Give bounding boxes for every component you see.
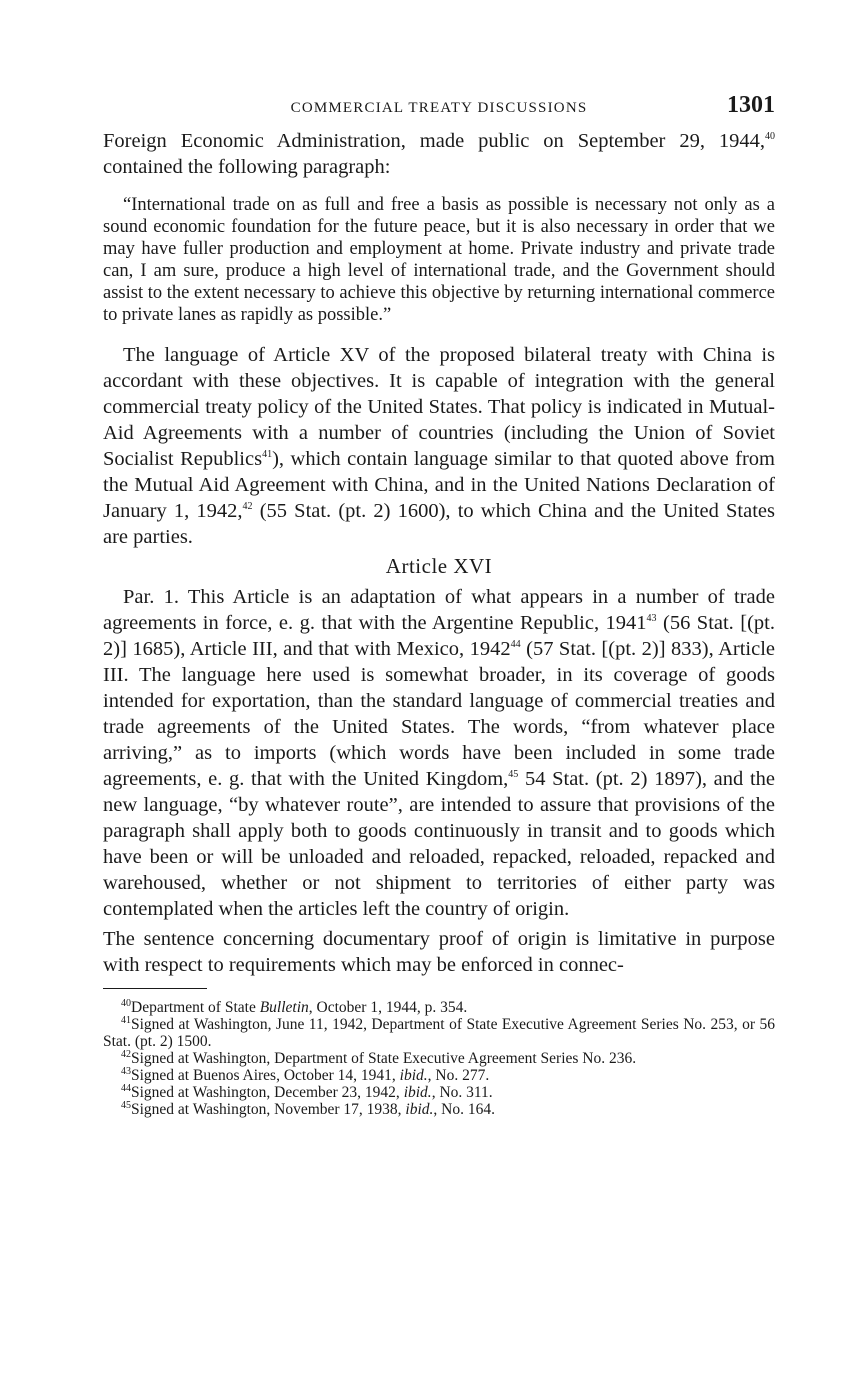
paragraph-proof-of-origin: The sentence concerning documentary proof of origin is limitative in purpose with respect to requirements which may be enforced in connec- [103, 928, 775, 976]
footnote-divider [103, 988, 207, 989]
footnote-ref-41: 41 [262, 449, 273, 461]
footnote: $^{43}$Signed at Buenos Aires, October 14, 1941, ibid., No. 277. [121, 1065, 490, 1084]
paragraph-article-xv: The language of Article XV of the proposed bilateral treaty with China is accordant with these objectives. It is capable of integration with the general commercial treaty policy of the United States. That policy is indicated in Mutual-Aid Agreements with a number of countries (including the Union of Soviet Socialist Republics$^{41}$), which contain language similar to that quoted above from the Mutual Aid Agreement with China, and in the United Nations Declaration of January 1, 1942,42 (55 Stat. (pt. 2) 1600), to which China and the United States are parties. [103, 344, 776, 548]
paragraph-continued: Foreign Economic Administration, made public on September 29, 1944,40 contained the following paragraph: [103, 130, 775, 178]
footnote: $^{45}$Signed at Washington, November 17, 1938, ibid., No. 164. [121, 1099, 495, 1118]
page-number: 1301 [727, 92, 775, 118]
footnote-ref-43: 43 [646, 613, 657, 625]
footnote: $^{41}$Signed at Washington, June 11, 1942, Department of State Executive Agreement Series No. 253, or 56 Stat. (pt. 2) 1500. [103, 1014, 775, 1050]
footnote-ref-40: 40 [765, 131, 775, 143]
footnote: $^{40}$Department of State Bulletin, October 1, 1944, p. 354. [121, 997, 468, 1016]
footnote-ref-44: 44 [510, 639, 521, 651]
footnote-ref-45: 45 [508, 769, 519, 781]
footnote: $^{44}$Signed at Washington, December 23, 1942, ibid., No. 311. [121, 1082, 493, 1101]
footnote: $^{42}$Signed at Washington, Department of State Executive Agreement Series No. 236. [121, 1048, 637, 1067]
page-header [103, 92, 775, 128]
footnotes [103, 999, 775, 1118]
document-page [103, 92, 775, 1118]
running-head: COMMERCIAL TREATY DISCUSSIONS [290, 100, 588, 116]
section-heading: Article XVI [385, 554, 493, 578]
footnote-ref-42: 42 [242, 501, 253, 513]
paragraph-par-1: Par. 1. This Article is an adaptation of what appears in a number of trade agreements in force, e. g. that with the Argentine Republic, 1941$^{43}$ (56 Stat. [(pt. 2)] 1685), Article III, and that with Mexico, 1942$^{44}$ (57 Stat. [(pt. 2)] 833), Article III. The language here used is somewhat broader, in its coverage of goods intended for exportation, than the standard language of commercial treaties and trade agreements of the United States. The words, “from whatever place arriving,” as to imports (which words have been included in some trade agreements, e. g. that with the United Kingdom,$^{45}$ 54 Stat. (pt. 2) 1897), and the new language, “by whatever route”, are intended to assure that provisions of the paragraph shall apply both to goods continuously in transit and to goods which have been or will be unloaded and reloaded, repacked, reloaded, repacked and warehoused, whether or not shipment to territories of either party was contemplated when the articles left the country of origin. [103, 586, 775, 920]
block-quote: “International trade on as full and free a basis as possible is necessary not only as a sound economic foundation for the future peace, but it is also necessary in order that we may have fuller production and employment at home. Private industry and private trade can, I am sure, produce a high level of international trade, and the Government should assist to the extent necessary to achieve this objective by returning international commerce to private lanes as rapidly as possible.” [103, 195, 775, 325]
